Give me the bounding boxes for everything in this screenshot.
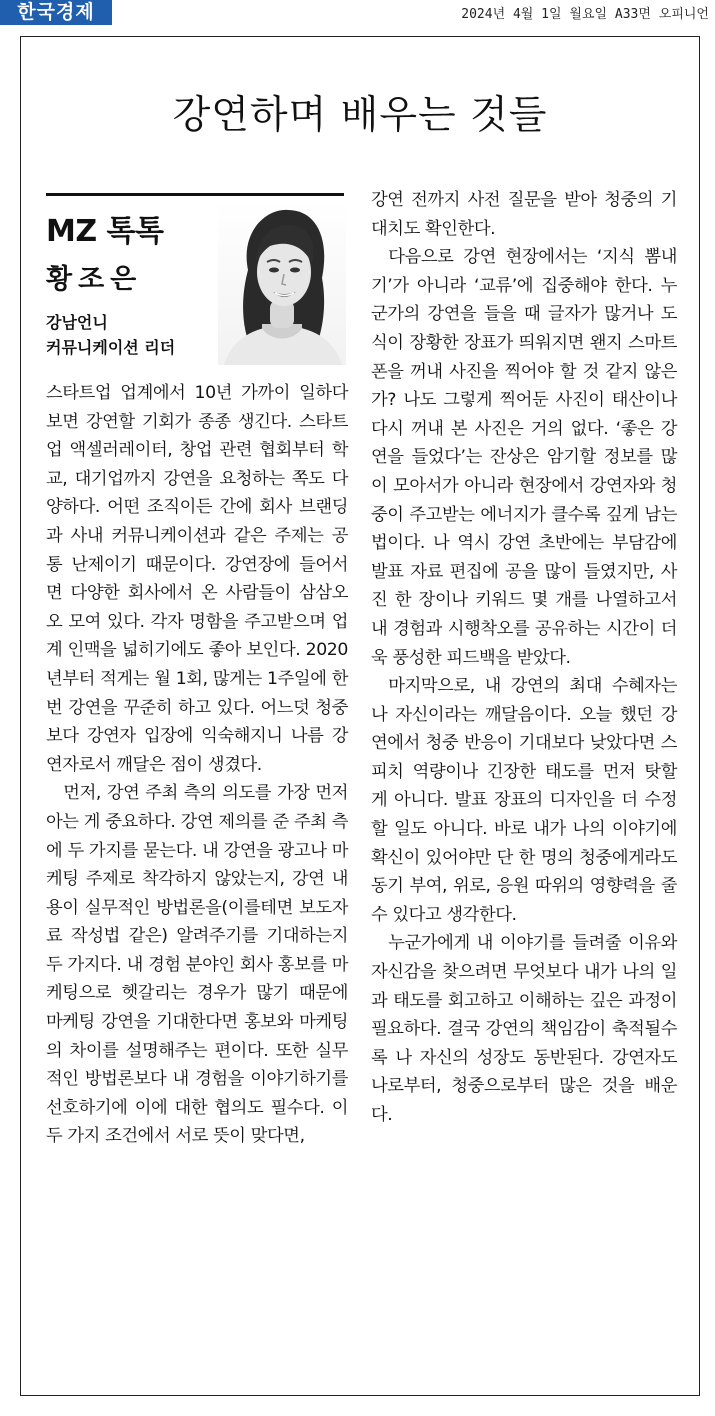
author-name: 황조은 [46, 264, 143, 295]
column-name: MZ 톡톡 [46, 214, 164, 249]
affiliation-title: 커뮤니케이션 리더 [46, 338, 176, 357]
paragraph-first-point: 먼저, 강연 주최 측의 의도를 가장 먼저 아는 게 중요하다. 강연 제의를 준 주최 측에 두 가지를 묻는다. 내 강연을 광고나 마케팅 주제로 착각하지 않았는지, 강연 내용이 실무적인 방법론을(이를테면 보도자료 작성법 같은) 알려주기를 기대하는지 두 가지다. 내 경험 분야인 회사 홍보를 마케팅으로 헷갈리는 경우가 많기 때문에 마케팅 강연을 기대한다면 홍보와 마케팅의 차이를 설명해주는 편이다. 또한 실무적인 방법론보다 내 경험을 이야기하기를 선호하기에 이에 대한 협의도 필수다. 이 두 가지 조건에서 서로 뜻이 맞다면, [46, 783, 348, 1147]
article-body-right-column [371, 186, 677, 1130]
publication-logo: 한국경제 [0, 0, 112, 25]
paragraph-third-point: 마지막으로, 내 강연의 최대 수혜자는 나 자신이라는 깨달음이다. 오늘 했던 강연에서 청중 반응이 기대보다 낮았다면 스피치 역량이나 긴장한 태도를 먼저 탓할 게 아니다. 발표 장표의 디자인을 더 수정할 일도 아니다. 바로 내가 나의 이야기에 확신이 있어야만 단 한 명의 청중에게라도 동기 부여, 위로, 응원 따위의 영향력을 줄 수 있다고 생각한다. [371, 676, 677, 925]
masthead [0, 0, 715, 30]
affiliation-company: 강남언니 [46, 313, 108, 332]
dateline: 2024년 4월 1일 월요일 A33면 오피니언 [461, 7, 709, 22]
byline-divider [46, 193, 344, 196]
author-photo [218, 200, 346, 365]
article-body-left-column [46, 379, 348, 1151]
paragraph-intro: 스타트업 업계에서 10년 가까이 일하다 보면 강연할 기회가 종종 생긴다. 스타트업 액셀러레이터, 창업 관련 협회부터 학교, 대기업까지 강연을 요청하는 쪽도 다양하다. 어떤 조직이든 간에 회사 브랜딩과 사내 커뮤니케이션과 같은 주제는 공통 난제이기 때문이다. 강연장에 들어서면 다양한 회사에서 온 사람들이 삼삼오오 모여 있다. 각자 명함을 주고받으며 업계 인맥을 넓히기에도 좋아 보인다. 2020년부터 적게는 월 1회, 많게는 1주일에 한 번 강연을 꾸준히 하고 있다. 어느덧 청중보다 강연자 입장에 익숙해지니 나름 강연자로서 깨달은 점이 생겼다. [46, 383, 348, 775]
headline: 강연하며 배우는 것들 [172, 93, 548, 138]
paragraph-second-point: 다음으로 강연 현장에서는 ‘지식 뽐내기’가 아니라 ‘교류’에 집중해야 한다. 누군가의 강연을 들을 때 글자가 많거나 도식이 장황한 장표가 띄워지면 왠지 스마트폰을 꺼내 사진을 찍어야 할 것 같지 않은가? 나도 그렇게 찍어둔 사진이 태산이나 다시 꺼내 본 사진은 거의 없다. ‘좋은 강연을 들었다’는 잔상은 암기할 정보를 많이 모아서가 아니라 현장에서 강연자와 청중이 주고받는 에너지가 클수록 깊게 남는 법이다. 나 역시 강연 초반에는 부담감에 발표 자료 편집에 공을 많이 들였지만, 사진 한 장이나 키워드 몇 개를 나열하고서 내 경험과 시행착오를 공유하는 시간이 더욱 풍성한 피드백을 받았다. [371, 247, 677, 668]
paragraph-conclusion: 누군가에게 내 이야기를 들려줄 이유와 자신감을 찾으려면 무엇보다 내가 나의 일과 태도를 회고하고 이해하는 깊은 과정이 필요하다. 결국 강연의 책임감이 축적될수록 나 자신의 성장도 동반된다. 강연자도 나로부터, 청중으로부터 많은 것을 배운다. [371, 933, 677, 1125]
paragraph-continuation: 강연 전까지 사전 질문을 받아 청중의 기대치도 확인한다. [371, 190, 677, 239]
author-affiliation [46, 310, 175, 360]
